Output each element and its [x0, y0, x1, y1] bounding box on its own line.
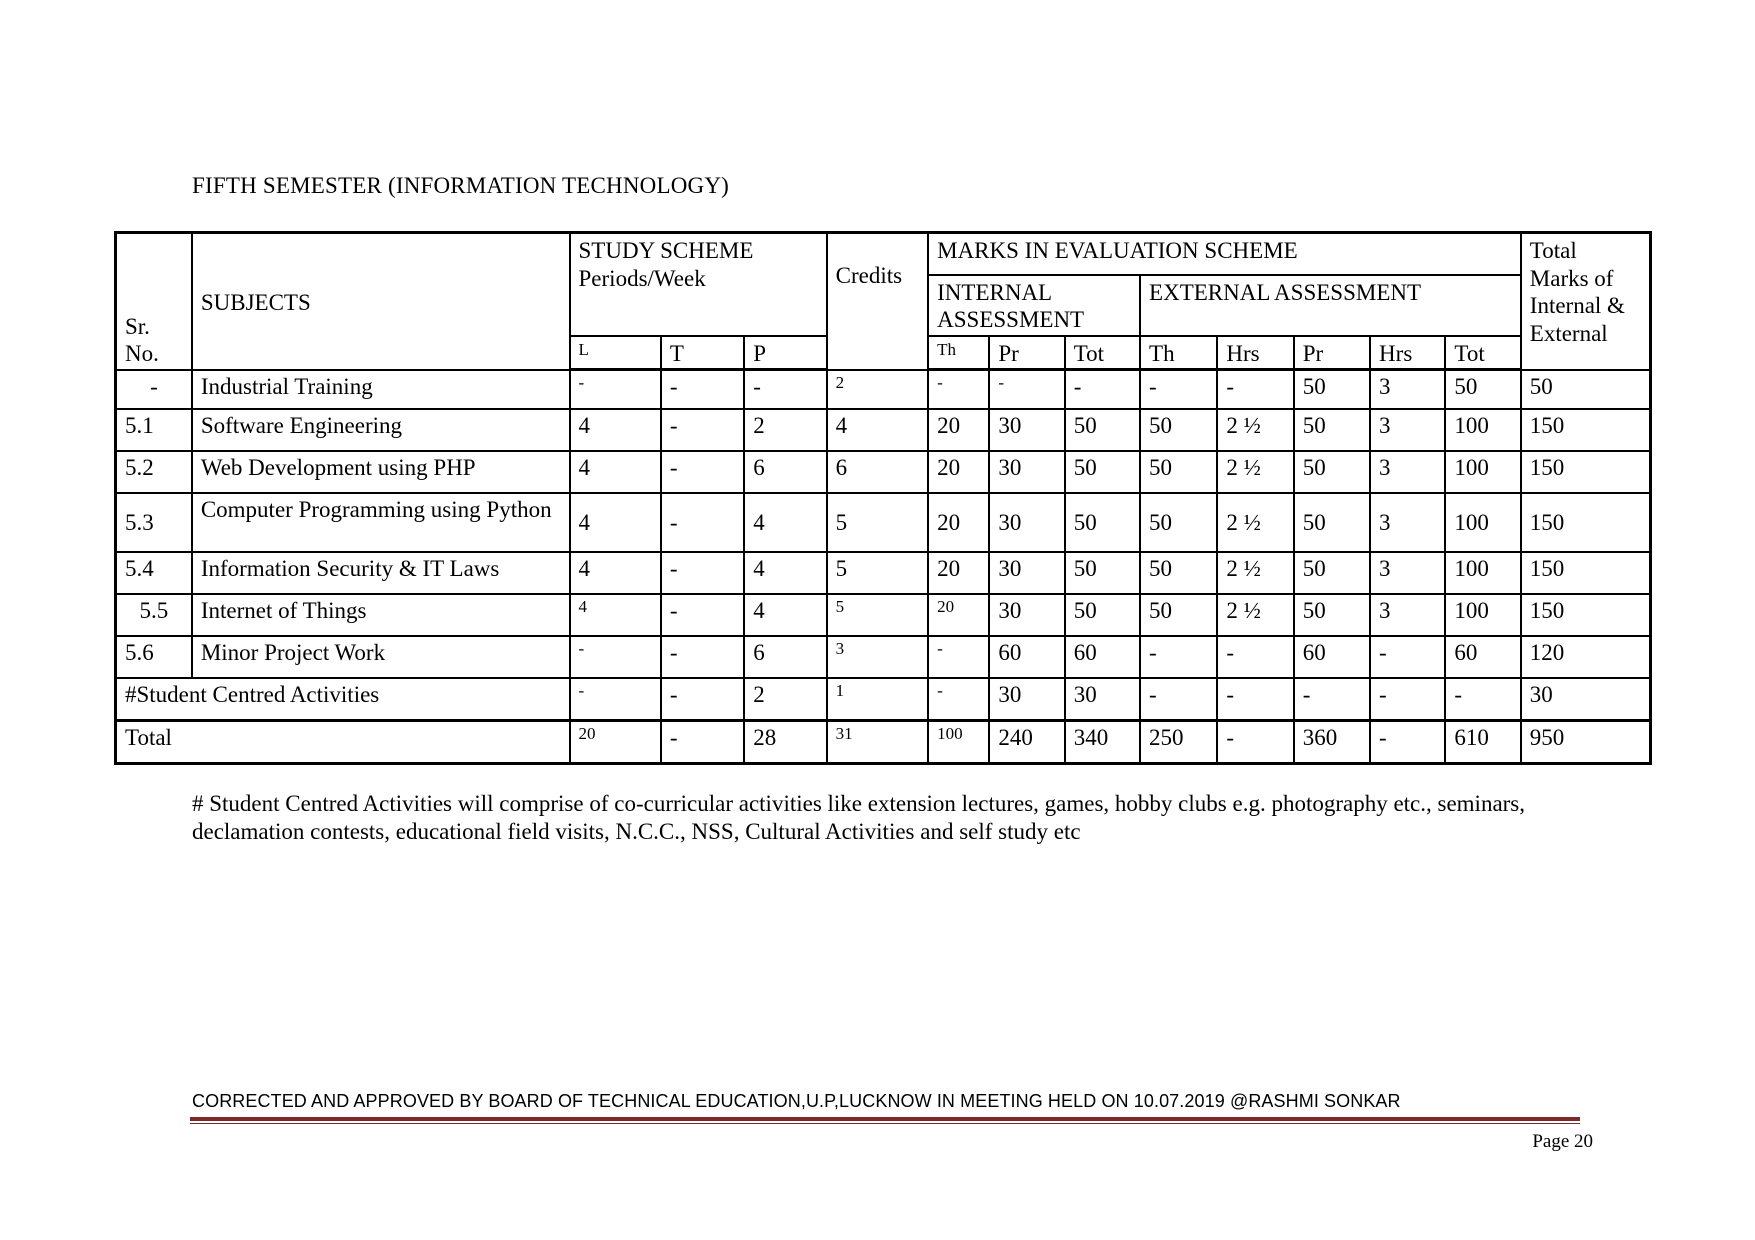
- sub-header-cell: Hrs: [1217, 336, 1293, 370]
- sub-header-cell: Hrs: [1370, 336, 1445, 370]
- value-cell: 50: [1140, 552, 1217, 594]
- table-row: [116, 409, 1651, 451]
- value-cell: 30: [1521, 678, 1651, 721]
- value-cell: 50: [1140, 594, 1217, 636]
- value-cell: -: [1065, 370, 1140, 410]
- total-row: [116, 721, 1651, 764]
- value-cell: -: [928, 370, 989, 410]
- value-cell: 50: [1294, 409, 1370, 451]
- value-cell: -: [1370, 636, 1445, 678]
- value-cell: 60: [1065, 636, 1140, 678]
- subject-cell: Computer Programming using Python: [192, 493, 570, 552]
- value-cell: -: [661, 493, 744, 552]
- sr-no-cell: 5.2: [116, 451, 192, 493]
- total-value-cell: 31: [827, 721, 928, 764]
- total-value-cell: 240: [989, 721, 1064, 764]
- value-cell: 4: [570, 493, 661, 552]
- value-cell: 60: [989, 636, 1064, 678]
- total-value-cell: 20: [570, 721, 661, 764]
- value-cell: 2 ½: [1217, 552, 1293, 594]
- value-cell: 2 ½: [1217, 594, 1293, 636]
- value-cell: 150: [1521, 552, 1651, 594]
- value-cell: -: [989, 370, 1064, 410]
- value-cell: 4: [570, 552, 661, 594]
- sr-no-cell: 5.6: [116, 636, 192, 678]
- sr-no-cell: 5.5: [116, 594, 192, 636]
- value-cell: 60: [1445, 636, 1520, 678]
- subject-cell: Internet of Things: [192, 594, 570, 636]
- credits-header: Credits: [827, 233, 928, 370]
- sub-header-cell: Tot: [1065, 336, 1140, 370]
- value-cell: 3: [1370, 552, 1445, 594]
- value-cell: -: [661, 594, 744, 636]
- total-value-cell: 340: [1065, 721, 1140, 764]
- value-cell: 3: [1370, 409, 1445, 451]
- evaluation-scheme-table: [114, 231, 1652, 765]
- footer-approval: CORRECTED AND APPROVED BY BOARD OF TECHNICAL EDUCATION,U.P,LUCKNOW IN MEETING HELD ON 10.07.2019 @RASHMI SONKAR: [192, 1091, 1401, 1111]
- footnote: # Student Centred Activities will comprise of co-curricular activities like extension lectures, games, hobby clubs e.g. photography etc., seminars, declamation contests, educational field visits, N.C.C., NSS, Cultural Activities and self study etc: [192, 791, 1526, 844]
- sr-no-cell: -: [116, 370, 192, 410]
- value-cell: 150: [1521, 594, 1651, 636]
- activities-label: #Student Centred Activities: [116, 678, 570, 721]
- value-cell: 30: [989, 678, 1064, 721]
- value-cell: 30: [989, 493, 1064, 552]
- value-cell: -: [570, 678, 661, 721]
- value-cell: 1: [827, 678, 928, 721]
- internal-assessment-header: INTERNAL ASSESSMENT: [928, 275, 1140, 336]
- value-cell: 30: [989, 552, 1064, 594]
- sub-header-cell: Tot: [1445, 336, 1520, 370]
- value-cell: 5: [827, 594, 928, 636]
- study-scheme-header: STUDY SCHEME Periods/Week: [570, 233, 827, 336]
- value-cell: 100: [1445, 409, 1520, 451]
- value-cell: -: [1217, 370, 1293, 410]
- total-value-cell: 950: [1521, 721, 1651, 764]
- value-cell: 120: [1521, 636, 1651, 678]
- value-cell: 20: [928, 594, 989, 636]
- value-cell: 60: [1294, 636, 1370, 678]
- total-label: Total: [116, 721, 570, 764]
- value-cell: 50: [1065, 552, 1140, 594]
- total-marks-header: Total Marks of Internal & External: [1521, 233, 1651, 370]
- value-cell: 20: [928, 493, 989, 552]
- value-cell: 2 ½: [1217, 451, 1293, 493]
- value-cell: -: [928, 678, 989, 721]
- value-cell: -: [1217, 678, 1293, 721]
- value-cell: 50: [1140, 493, 1217, 552]
- value-cell: 50: [1140, 451, 1217, 493]
- sub-header-cell: P: [744, 336, 826, 370]
- value-cell: 2: [744, 678, 826, 721]
- value-cell: 2 ½: [1217, 493, 1293, 552]
- table-row: [116, 594, 1651, 636]
- value-cell: 3: [1370, 594, 1445, 636]
- subject-cell: Minor Project Work: [192, 636, 570, 678]
- value-cell: 50: [1294, 451, 1370, 493]
- total-value-cell: 250: [1140, 721, 1217, 764]
- value-cell: 4: [744, 493, 826, 552]
- total-value-cell: 360: [1294, 721, 1370, 764]
- sr-no-cell: 5.4: [116, 552, 192, 594]
- value-cell: 150: [1521, 451, 1651, 493]
- marks-scheme-header: MARKS IN EVALUATION SCHEME: [928, 233, 1521, 275]
- value-cell: 30: [989, 594, 1064, 636]
- value-cell: 150: [1521, 409, 1651, 451]
- value-cell: -: [1370, 678, 1445, 721]
- value-cell: 50: [1065, 594, 1140, 636]
- total-value-cell: 100: [928, 721, 989, 764]
- value-cell: -: [661, 409, 744, 451]
- value-cell: 20: [928, 409, 989, 451]
- value-cell: 100: [1445, 451, 1520, 493]
- sub-header-cell: L: [570, 336, 661, 370]
- table-row: [116, 552, 1651, 594]
- value-cell: 3: [1370, 451, 1445, 493]
- value-cell: 50: [1065, 451, 1140, 493]
- subject-cell: Industrial Training: [192, 370, 570, 410]
- subject-cell: Software Engineering: [192, 409, 570, 451]
- value-cell: 100: [1445, 594, 1520, 636]
- sr-no-cell: 5.1: [116, 409, 192, 451]
- value-cell: -: [1140, 636, 1217, 678]
- value-cell: -: [661, 678, 744, 721]
- value-cell: 20: [928, 451, 989, 493]
- value-cell: -: [1294, 678, 1370, 721]
- value-cell: 50: [1294, 493, 1370, 552]
- total-value-cell: 610: [1445, 721, 1520, 764]
- value-cell: -: [744, 370, 826, 410]
- sub-header-cell: Th: [928, 336, 989, 370]
- page-number: Page 20: [1532, 1131, 1593, 1152]
- total-value-cell: 28: [744, 721, 826, 764]
- sub-header-cell: Pr: [1294, 336, 1370, 370]
- total-value-cell: -: [1370, 721, 1445, 764]
- total-value-cell: -: [661, 721, 744, 764]
- activities-row: [116, 678, 1651, 721]
- table-row: [116, 493, 1651, 552]
- value-cell: -: [1140, 370, 1217, 410]
- footer-rule-thin: [190, 1123, 1580, 1124]
- value-cell: 4: [744, 552, 826, 594]
- value-cell: -: [1445, 678, 1520, 721]
- value-cell: -: [1140, 678, 1217, 721]
- value-cell: 50: [1294, 552, 1370, 594]
- value-cell: 2: [827, 370, 928, 410]
- value-cell: -: [928, 636, 989, 678]
- value-cell: 20: [928, 552, 989, 594]
- value-cell: 6: [827, 451, 928, 493]
- page-heading: FIFTH SEMESTER (INFORMATION TECHNOLOGY): [192, 173, 730, 198]
- value-cell: 6: [744, 636, 826, 678]
- subject-cell: Information Security & IT Laws: [192, 552, 570, 594]
- table-row: [116, 370, 1651, 410]
- value-cell: -: [661, 451, 744, 493]
- value-cell: -: [661, 552, 744, 594]
- value-cell: 5: [827, 493, 928, 552]
- subject-cell: Web Development using PHP: [192, 451, 570, 493]
- value-cell: 2 ½: [1217, 409, 1293, 451]
- value-cell: 50: [1294, 370, 1370, 410]
- value-cell: 100: [1445, 493, 1520, 552]
- footer-rule: [190, 1117, 1580, 1121]
- value-cell: -: [661, 370, 744, 410]
- value-cell: 50: [1065, 493, 1140, 552]
- value-cell: 30: [1065, 678, 1140, 721]
- value-cell: 6: [744, 451, 826, 493]
- value-cell: 3: [827, 636, 928, 678]
- value-cell: 150: [1521, 493, 1651, 552]
- value-cell: 50: [1294, 594, 1370, 636]
- value-cell: -: [661, 636, 744, 678]
- sub-header-cell: T: [661, 336, 744, 370]
- sub-header-cell: Pr: [989, 336, 1064, 370]
- value-cell: 30: [989, 409, 1064, 451]
- value-cell: 4: [570, 451, 661, 493]
- sr-no-header: Sr. No.: [116, 233, 192, 370]
- value-cell: 2: [744, 409, 826, 451]
- value-cell: 100: [1445, 552, 1520, 594]
- sub-header-cell: Th: [1140, 336, 1217, 370]
- value-cell: 50: [1445, 370, 1520, 410]
- value-cell: -: [1217, 636, 1293, 678]
- value-cell: 4: [570, 409, 661, 451]
- value-cell: 3: [1370, 493, 1445, 552]
- value-cell: 4: [744, 594, 826, 636]
- value-cell: 3: [1370, 370, 1445, 410]
- sr-no-cell: 5.3: [116, 493, 192, 552]
- value-cell: 50: [1065, 409, 1140, 451]
- total-value-cell: -: [1217, 721, 1293, 764]
- value-cell: -: [570, 370, 661, 410]
- value-cell: 50: [1521, 370, 1651, 410]
- external-assessment-header: EXTERNAL ASSESSMENT: [1140, 275, 1521, 336]
- table-row: [116, 451, 1651, 493]
- value-cell: 5: [827, 552, 928, 594]
- value-cell: -: [570, 636, 661, 678]
- value-cell: 4: [570, 594, 661, 636]
- value-cell: 30: [989, 451, 1064, 493]
- value-cell: 50: [1140, 409, 1217, 451]
- value-cell: 4: [827, 409, 928, 451]
- table-row: [116, 636, 1651, 678]
- subjects-header: SUBJECTS: [192, 233, 570, 370]
